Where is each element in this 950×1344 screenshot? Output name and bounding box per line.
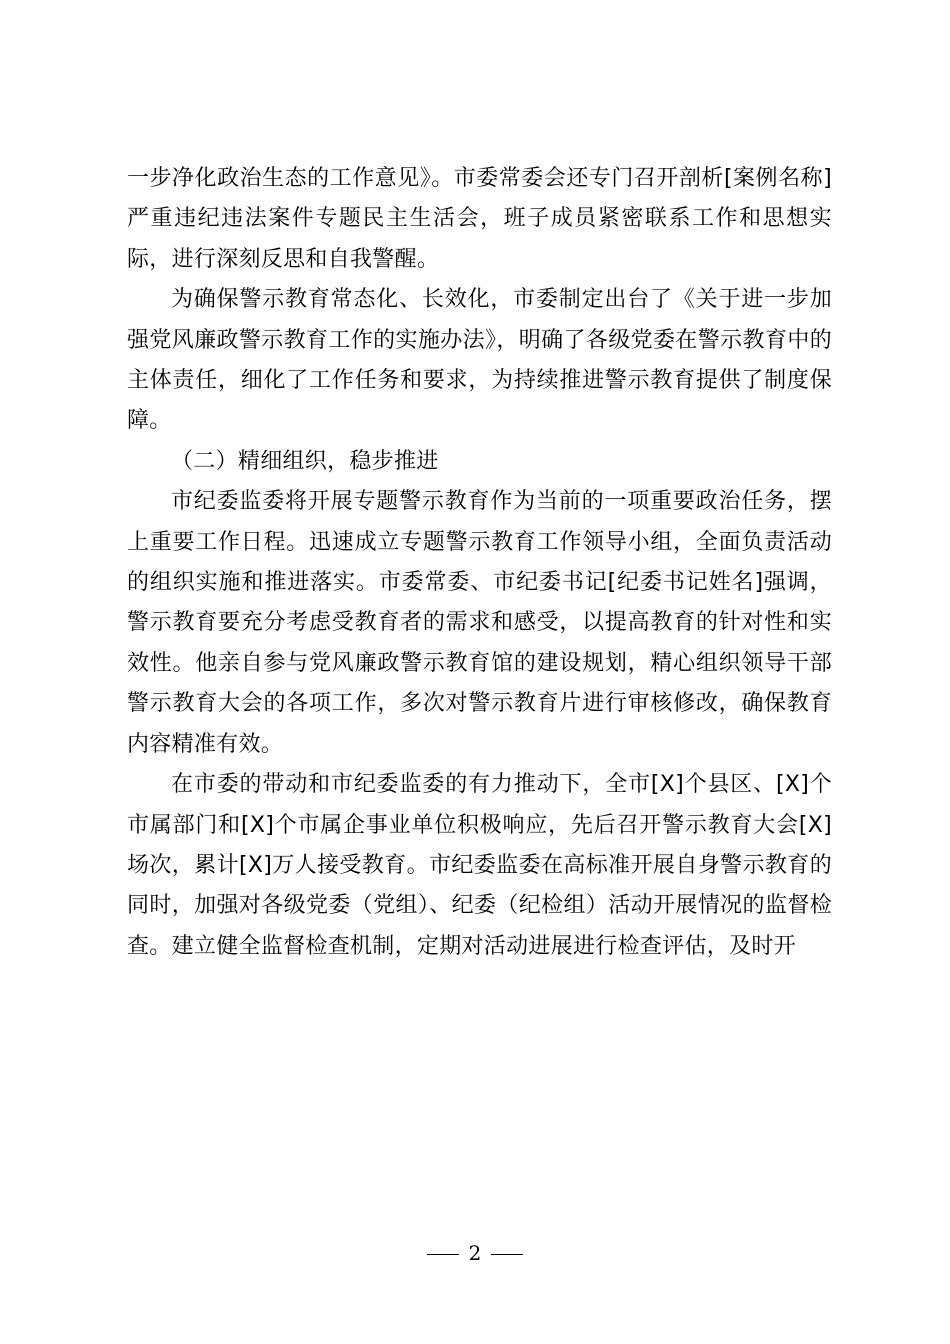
paragraph-2: 为确保警示教育常态化、长效化，市委制定出台了《关于进一步加强党风廉政警示教育工作的实施办法》，明确了各级党委在警示教育中的主体责任，细化了工作任务和要求，为持续推进警示教育提供了制度保障。 xyxy=(127,287,832,434)
footer-dash-right xyxy=(491,1254,523,1255)
paragraph-4: 在市委的带动和市纪委监委的有力推动下，全市[X]个县区、[X]个市属部门和[X]个市属企事业单位积极响应，先后召开警示教育大会[X]场次，累计[X]万人接受教育。市纪委监委在高标准开展自身警示教育的同时，加强对各级党委（党组）、纪委（纪检组）活动开展情况的监督检查。建立健全监督检查机制，定期对活动进展进行检查评估，及时开 xyxy=(127,772,832,959)
paragraph-3: 市纪委监委将开展专题警示教育作为当前的一项重要政治任务，摆上重要工作日程。迅速成立专题警示教育工作领导小组，全面负责活动的组织实施和推进落实。市委常委、市纪委书记[纪委书记姓名]强调，警示教育要充分考虑受教育者的需求和感受，以提高教育的针对性和实效性。他亲自参与党风廉政警示教育馆的建设规划，精心组织领导干部警示教育大会的各项工作，多次对警示教育片进行审核修改，确保教育内容精准有效。 xyxy=(127,489,832,757)
paragraph-1: 一步净化政治生态的工作意见》。市委常委会还专门召开剖析[案例名称]严重违纪违法案件专题民主生活会，班子成员紧密联系工作和思想实际，进行深刻反思和自我警醒。 xyxy=(127,166,832,272)
footer-dash-left xyxy=(427,1254,459,1255)
body-text xyxy=(127,159,832,967)
page-footer xyxy=(0,1238,950,1268)
section-heading: （二）精细组织，稳步推进 xyxy=(171,448,439,474)
page-number: 2 xyxy=(468,1241,482,1265)
